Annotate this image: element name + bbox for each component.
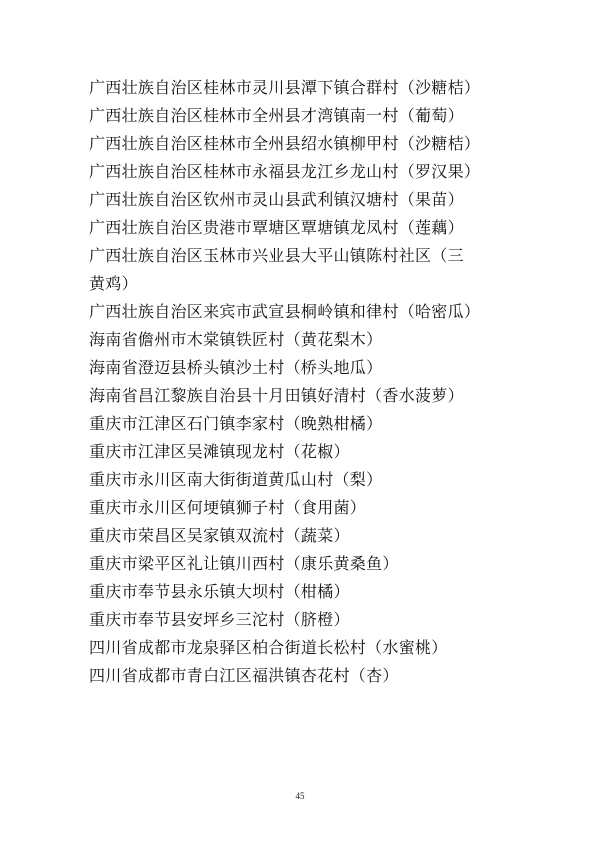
list-item: 重庆市江津区石门镇李家村（晚熟柑橘） xyxy=(89,414,383,433)
list-item: 广西壮族自治区桂林市灵川县潭下镇合群村（沙糖桔） xyxy=(89,78,481,97)
list-item: 重庆市奉节县永乐镇大坝村（柑橘） xyxy=(89,582,350,601)
list-item: 广西壮族自治区钦州市灵山县武利镇汉塘村（果苗） xyxy=(89,190,464,209)
list-item: 海南省昌江黎族自治县十月田镇好清村（香水菠萝） xyxy=(89,386,464,405)
list-item: 广西壮族自治区桂林市全州县绍水镇柳甲村（沙糖桔） xyxy=(89,134,481,153)
list-item: 重庆市永川区何埂镇狮子村（食用菌） xyxy=(89,498,367,517)
list-item: 广西壮族自治区玉林市兴业县大平山镇陈村社区（三 xyxy=(89,246,464,265)
list-item: 四川省成都市青白江区福洪镇杏花村（杏） xyxy=(89,666,399,685)
list-item: 重庆市永川区南大街街道黄瓜山村（梨） xyxy=(89,470,383,489)
village-list xyxy=(89,74,529,690)
page-number: 45 xyxy=(295,791,305,801)
list-item: 广西壮族自治区桂林市永福县龙江乡龙山村（罗汉果） xyxy=(89,162,481,181)
list-item: 重庆市奉节县安坪乡三沱村（脐橙） xyxy=(89,610,350,629)
list-item: 广西壮族自治区贵港市覃塘区覃塘镇龙凤村（莲藕） xyxy=(89,218,464,237)
list-item: 广西壮族自治区来宾市武宣县桐岭镇和律村（哈密瓜） xyxy=(89,302,481,321)
list-item: 重庆市梁平区礼让镇川西村（康乐黄桑鱼） xyxy=(89,554,399,573)
list-item: 海南省澄迈县桥头镇沙土村（桥头地瓜） xyxy=(89,358,383,377)
list-item: 重庆市江津区吴滩镇现龙村（花椒） xyxy=(89,442,350,461)
list-item: 海南省儋州市木棠镇铁匠村（黄花梨木） xyxy=(89,330,383,349)
list-item-continuation: 黄鸡） xyxy=(89,274,138,293)
list-item: 四川省成都市龙泉驿区柏合街道长松村（水蜜桃） xyxy=(89,638,448,657)
list-item: 广西壮族自治区桂林市全州县才湾镇南一村（葡萄） xyxy=(89,106,464,125)
list-item: 重庆市荣昌区吴家镇双流村（蔬菜） xyxy=(89,526,350,545)
